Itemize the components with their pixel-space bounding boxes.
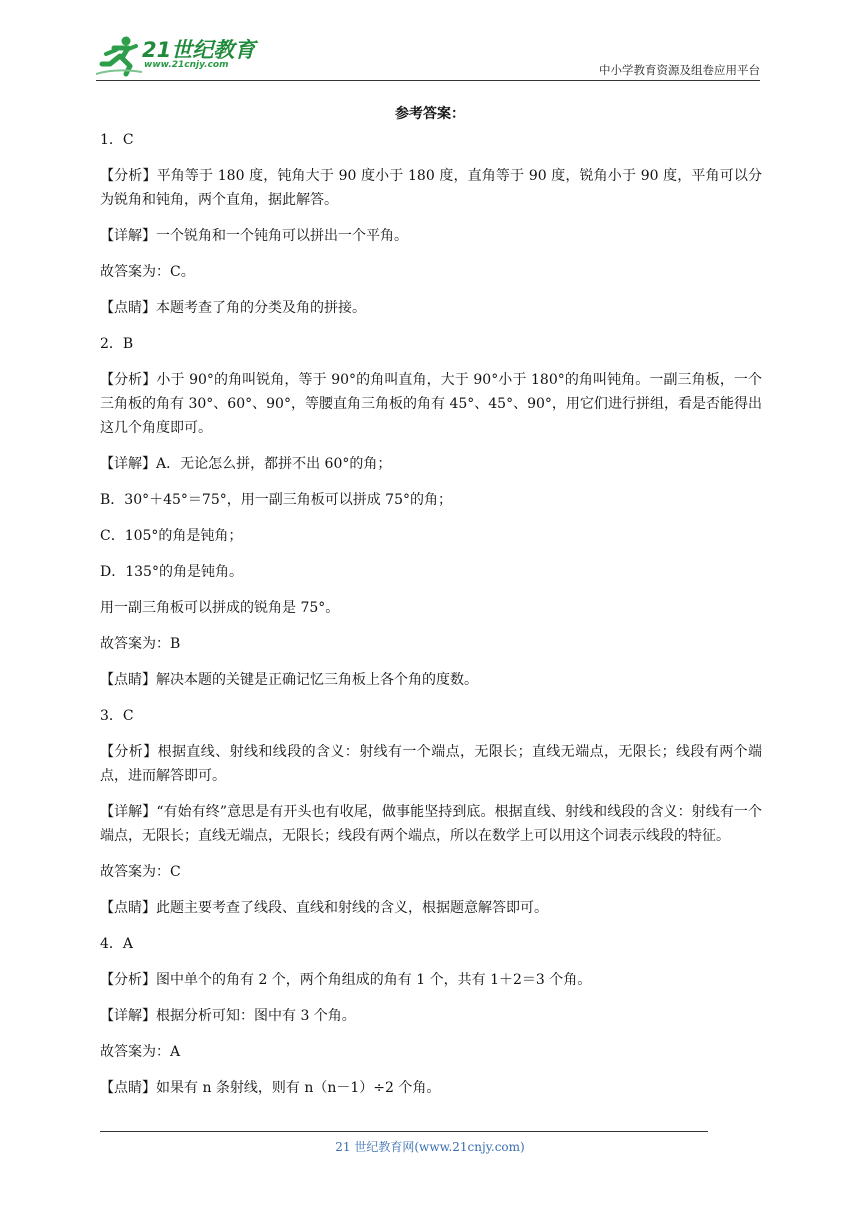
answer-line: B．30°＋45°＝75°，用一副三角板可以拼成 75°的角；: [100, 492, 452, 508]
answer-line: 【详解】A．无论怎么拼，都拼不出 60°的角；: [100, 456, 392, 472]
answer-line: 【点睛】如果有 n 条射线，则有 n（n－1）÷2 个角。: [100, 1080, 441, 1096]
answer-line: 【点睛】此题主要考查了线段、直线和射线的含义，根据题意解答即可。: [100, 900, 548, 916]
answer-line: 故答案为：C: [100, 864, 181, 880]
answer-content: [100, 128, 762, 1112]
answer-line: 4．A: [100, 936, 134, 952]
page-title: 参考答案：: [395, 106, 465, 122]
runner-logo-icon: [96, 34, 144, 78]
header-divider: [96, 80, 760, 81]
answer-line: 1．C: [100, 132, 134, 148]
answer-line: 用一副三角板可以拼成的锐角是 75°。: [100, 600, 340, 616]
brand-name: 21世纪教育: [142, 38, 256, 62]
brand-url: www.21cnjy.com: [144, 60, 229, 70]
answer-line: 故答案为：B: [100, 636, 181, 652]
answer-line: 【详解】根据分析可知：图中有 3 个角。: [100, 1008, 356, 1024]
answer-line: 【详解】一个锐角和一个钝角可以拼出一个平角。: [100, 228, 408, 244]
answer-line: 2．B: [100, 336, 134, 352]
answer-line: 【分析】平角等于 180 度，钝角大于 90 度小于 180 度，直角等于 90 度，锐角小于 90 度，平角可以分为锐角和钝角，两个直角，据此解答。: [100, 168, 762, 208]
answer-line: 【点睛】解决本题的关键是正确记忆三角板上各个角的度数。: [100, 672, 478, 688]
answer-line: D．135°的角是钝角。: [100, 564, 243, 580]
platform-tagline: 中小学教育资源及组卷应用平台: [599, 63, 760, 77]
answer-line: 【分析】图中单个的角有 2 个，两个角组成的角有 1 个，共有 1＋2＝3 个角。: [100, 972, 592, 988]
answer-line: 【分析】根据直线、射线和线段的含义：射线有一个端点，无限长；直线无端点，无限长；线段有两个端点，进而解答即可。: [100, 744, 762, 784]
page-footer: 21 世纪教育网(www.21cnjy.com): [335, 1140, 525, 1154]
answer-line: 故答案为：A: [100, 1044, 181, 1060]
answer-line: 【详解】“有始有终”意思是有开头也有收尾，做事能坚持到底。根据直线、射线和线段的含义：射线有一个端点，无限长；直线无端点，无限长；线段有两个端点，所以在数学上可以用这个词表示线段的特征。: [100, 804, 762, 844]
answer-line: 【点睛】本题考查了角的分类及角的拼接。: [100, 300, 366, 316]
answer-line: 【分析】小于 90°的角叫锐角，等于 90°的角叫直角，大于 90°小于 180°的角叫钝角。一副三角板，一个三角板的角有 30°、60°、90°，等腰直角三角板的角有 45°、45°、90°，用它们进行拼组，看是否能得出这几个角度即可。: [100, 372, 762, 436]
answer-line: 3．C: [100, 708, 134, 724]
page-header: [96, 30, 760, 80]
answer-line: C．105°的角是钝角；: [100, 528, 243, 544]
answer-line: 故答案为：C。: [100, 264, 195, 280]
footer-divider: [100, 1131, 708, 1132]
site-logo: [96, 34, 266, 78]
